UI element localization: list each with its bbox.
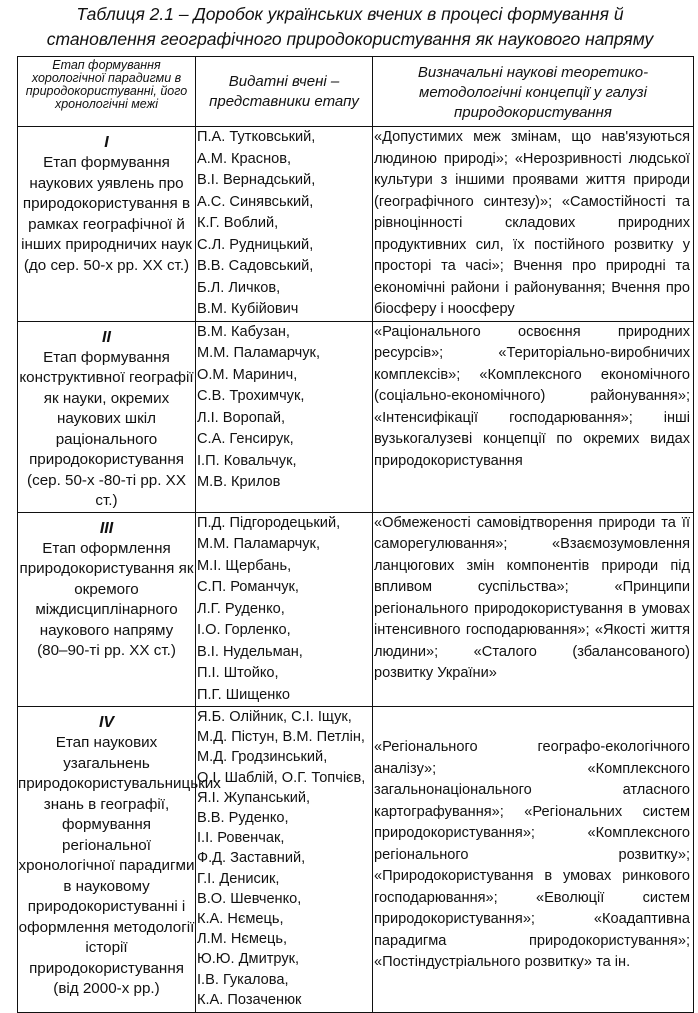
concepts-cell: «Допустимих меж змінам, що нав'язуються людиною природі»; «Нерозривності людської культури з іншими проявами життя природи (географічного синтезу)»; «Самостійності та рівноцінності складових природних продуктивних сил, їх постійного розвитку у просторі та часі»; Вчення про природні та економічні райони і районування; Вчення про біосферу і ноосферу (373, 127, 694, 322)
scientist-name: О.І. Шаблій, О.Г. Топчієв, (197, 769, 366, 786)
stage-number: IV (98, 714, 115, 731)
scientist-name: Б.Л. Личков, (197, 279, 281, 296)
data-table (17, 56, 694, 1013)
scientist-name: Ф.Д. Заставний, (197, 850, 306, 867)
table-row (18, 707, 694, 1013)
scientist-name: В.І. Нудельман, (197, 643, 303, 660)
scientist-name: І.В. Гукалова, (197, 971, 289, 988)
scientist-name: О.М. Маринич, (197, 366, 298, 383)
header-scientists: Видатні вчені – представники етапу (196, 57, 373, 127)
scientist-name: І.І. Ровенчак, (197, 830, 285, 847)
scientist-name: Л.І. Воропай, (197, 409, 286, 426)
concepts-cell: «Раціонального освоєння природних ресурсів»; «Територіально-виробничих комплексів»; «Комплексного економічного (соціально-економічного) районування»; «Інтенсифікації господарювання»; інші вузькогалузеві концепції по окремих видах природокористування (373, 321, 694, 512)
scientist-name: Л.М. Нємець, (197, 931, 288, 948)
header-stage: Етап формування хорологічної парадигми в природокористуванні, його хронологічні межі (18, 57, 196, 127)
scientist-name: Я.І. Жупанський, (197, 789, 311, 806)
stage-cell (18, 707, 221, 1013)
scientist-name: М.В. Крилов (197, 474, 281, 490)
stage-cell (18, 512, 196, 707)
scientist-name: П.І. Штойко, (197, 665, 279, 681)
stage-name: Етап формування конструктивної географії як науки, окремих наукових шкіл раціонального природокористування (19, 348, 194, 468)
scientist-name: Л.Г. Руденко, (197, 600, 285, 617)
stage-number: I (104, 134, 109, 151)
scientist-name: П.Д. Підгородецький, (197, 514, 341, 531)
scientist-name: С.П. Романчук, (197, 579, 299, 595)
scientist-name: Г.І. Денисик, (197, 870, 280, 887)
scientist-name: М.І. Щербань, (197, 557, 292, 574)
table-row (18, 127, 694, 322)
stage-period: (сер. 50-х -80-ті рр. ХХ ст.) (27, 471, 186, 509)
concepts-cell: «Обмеженості самовідтворення природи та її саморегулювання»; «Взаємозумовлення ланцюгових змін компонентів природи під впливом суспільства»; «Принципи регіонального природокористування в умовах інтенсивного господарювання»; «Якості життя людини»; «Сталого (збалансованого) розвитку України» (373, 512, 694, 707)
scientists-cell (196, 707, 373, 1013)
scientist-name: М.Д. Пістун, В.М. Петлін, (197, 729, 365, 746)
scientist-name: А.М. Краснов, (197, 150, 292, 167)
stage-number: II (102, 328, 111, 346)
scientist-name: В.І. Вернадський, (197, 172, 316, 188)
scientist-name: С.Л. Рудницький, (197, 236, 314, 253)
scientist-name: В.В. Садовський, (197, 258, 314, 274)
scientist-name: С.А. Генсирук, (197, 431, 294, 447)
scientist-name: В.М. Кабузан, (197, 323, 290, 340)
table-row (18, 321, 694, 512)
scientist-name: І.П. Ковальчук, (197, 452, 297, 469)
scientists-cell (196, 512, 373, 707)
stage-name: Етап формування наукових уявлень про природокористування в рамках географічної й інших природничих наук (21, 154, 192, 253)
scientist-name: В.О. Шевченко, (197, 890, 302, 907)
scientist-name: К.А. Нємець, (197, 911, 284, 928)
scientist-name: С.В. Трохимчук, (197, 388, 305, 404)
stage-period: (80–90-ті рр. ХХ ст.) (37, 642, 176, 659)
scientist-name: Ю.Ю. Дмитрук, (197, 951, 300, 968)
stage-period: (від 2000-х рр.) (53, 980, 160, 997)
scientist-name: П.Г. Шищенко (197, 686, 290, 703)
table-row (18, 512, 694, 707)
scientist-name: М.М. Паламарчук, (197, 536, 320, 552)
scientist-name: Я.Б. Олійник, С.І. Іщук, (197, 709, 352, 725)
table-header-row (18, 57, 694, 127)
header-concepts: Визначальні наукові теоретико-методологічні концепції у галузі природокористування (373, 57, 694, 127)
scientist-name: М.М. Паламарчук, (197, 345, 320, 361)
stage-name: Етап наукових узагальнень природокористувальницьких знань в географії, формування регіональної хронологічної парадигми в науковому природокористуванні і оформлення методології історії природокористування (18, 734, 221, 977)
stage-period: (до сер. 50-х рр. ХХ ст.) (23, 256, 190, 274)
scientist-name: І.О. Горленко, (197, 622, 291, 638)
caption-line-1: Таблиця 2.1 – Доробок українських вчених в процесі формування й (76, 4, 624, 24)
scientist-name: В.В. Руденко, (197, 810, 289, 827)
scientists-cell (196, 127, 373, 322)
table-caption (10, 2, 690, 52)
scientist-name: М.Д. Гродзинський, (197, 749, 328, 766)
stage-number: III (99, 519, 114, 537)
stage-cell (18, 321, 196, 512)
scientist-name: В.М. Кубійович (197, 301, 299, 317)
stage-name: Етап оформлення природокористування як окремого міждисциплінарного наукового напряму (19, 539, 194, 639)
concepts-cell: «Регіонального географо-екологічного аналізу»; «Комплексного загальнонаціонального атласного картографування»; «Регіональних систем природокористування»; «Комплексного регіонального розвитку»; «Природокористування в умовах ринкового господарювання»; «Еволюції систем природокористування»; «Коадаптивна парадигма природокористування»; «Постіндустріального розвитку» та ін. (373, 707, 694, 1013)
scientist-name: А.С. Синявський, (197, 193, 314, 210)
caption-line-2: становлення географічного природокористування як наукового напряму (46, 29, 654, 49)
scientist-name: П.А. Тутковський, (197, 129, 316, 145)
scientist-name: К.А. Позаченюк (197, 991, 302, 1008)
scientists-cell (196, 321, 373, 512)
scientist-name: К.Г. Воблий, (197, 215, 279, 231)
stage-cell (18, 127, 196, 322)
